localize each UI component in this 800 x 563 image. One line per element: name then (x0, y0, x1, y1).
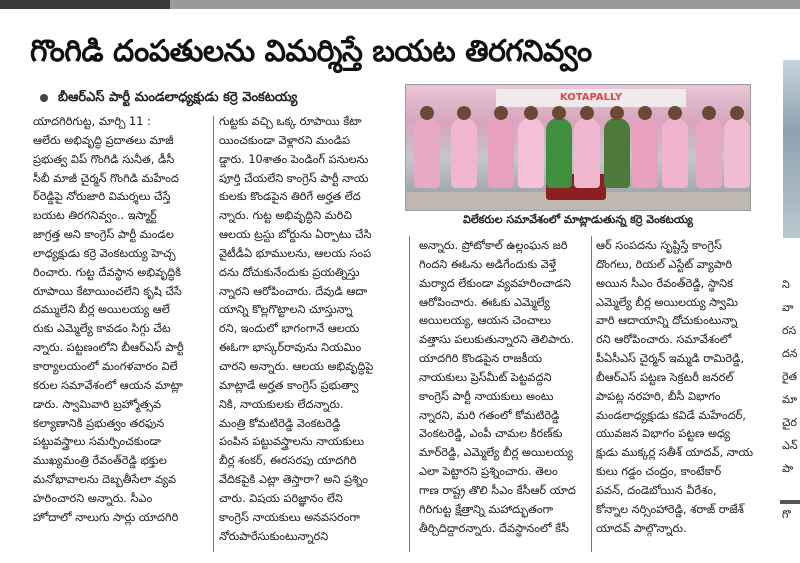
adjacent-article-line: చైర (782, 416, 797, 429)
article-line: ముఖ్యమంత్రి రేవంత్‌రెడ్డి భక్తుల (33, 454, 167, 468)
article-line: ప్రభుత్వ విప్ గొంగిడి సునీత, డీసీ (33, 152, 175, 166)
article-line: తీర్చిదిద్దారన్నారు. దేవస్థానంలో కేసీ (419, 521, 569, 535)
article-line: ఆర్ సంపదను సృష్టిస్తే కాంగ్రెస్ (596, 239, 722, 252)
article-line: మనోభావాలను దెబ్బతీసేలా వ్యవ (33, 473, 177, 487)
top-strip-dark (0, 0, 170, 9)
article-line: పాపట్ల నరహరి, బీసీ విభాగం (596, 389, 721, 403)
article-line: మార్‌రెడ్డి, ఎమ్మెల్యే బీర్ల అయిలయ్య (419, 446, 574, 460)
article-line: కరుల సమావేశంలో ఆయన మాట్లా (33, 378, 183, 392)
photo-person-head (457, 106, 471, 120)
adjacent-article-line: మా (782, 393, 798, 406)
article-line: యాన్ని కొల్లగొట్టాలని చూస్తున్నా (219, 303, 353, 317)
photo-person-head (420, 106, 434, 120)
article-line: నాయకులు ప్రెస్‌మీట్ పెట్టవద్దని (419, 370, 552, 384)
adjacent-article-line (782, 250, 800, 273)
article-line: ఆలయ ట్రస్టు బోర్డును ఏర్పాటు చేసి (219, 228, 372, 242)
article-line: డ్డారు. 10శాతం పెండింగ్ పనులను (219, 152, 369, 166)
article-line: రని ఆరోపించారు. సమావేశంలో (596, 333, 732, 347)
photo-caption: విలేకరుల సమావేశంలో మాట్లాడుతున్న కర్రె వెంకటయ్య (463, 213, 693, 226)
photo-person (632, 118, 658, 188)
article-line: అయిన సీఎం రేవంత్‌రెడ్డి, స్థానిక (596, 276, 733, 290)
article-line: జాగ్రత్త అని కాంగ్రెస్ పార్టీ మండల (33, 228, 174, 242)
subheadline-text: బీఆర్ఎస్ పార్టీ మండలాధ్యక్షుడు కర్రె వెంకటయ్య (58, 90, 298, 105)
photo-person-head (668, 106, 682, 120)
article-line: ఆలేరు అభివృద్ధి ప్రదాతలు మాజీ (33, 133, 174, 147)
article-line: హోదాలో నాలుగు సార్లు యాదగిరి (33, 510, 179, 524)
photo-person (488, 118, 514, 188)
article-line: సీబీ మాజీ చైర్మన్ గొంగిడి మహేంద (33, 171, 179, 185)
article-line: న్నారు. పట్టణంలోని బీఆర్ఎస్ పార్టీ (33, 341, 184, 355)
photo-person (724, 118, 750, 188)
adjacent-article-text (782, 250, 800, 550)
article-line: దను దోచుకునేందుకు ప్రయత్నిస్తు (219, 265, 360, 279)
article-line: అయిలయ్య, ఆయన చెంచాలు (419, 314, 552, 328)
photo-person-head (524, 106, 538, 120)
article-line: వేదికపైకి ఎట్లా తెస్తారా? అని ప్రశ్నిం (219, 473, 368, 487)
photo-banner: KOTAPALLY (496, 89, 686, 107)
article-line: పట్టువస్త్రాలు సమర్పించకుండా (33, 435, 161, 449)
article-line: బీర్ల శంకర్, ఈరసరపు యాదగిరి (219, 454, 357, 468)
article-line: బీఆర్ఎస్ పట్టణ సెక్రటరీ జనరల్ (596, 370, 734, 384)
article-line: ఈఓగా భాస్కర్‌రావును నియమిం (219, 341, 362, 355)
article-line: ఎమ్మెల్యే బీర్ల అయిలయ్య స్వామి (596, 295, 738, 309)
photo-person (518, 118, 544, 188)
article-line: క్షుడు ముక్కర్ల సతీశ్ యాదవ్, నాయ (596, 446, 754, 460)
photo-person-head (702, 106, 716, 120)
column-divider (213, 116, 214, 552)
article-line: యించకుండా వెళ్లారని మండిప (219, 133, 351, 147)
article-line: చారని అన్నారు. ఆలయ అభివృద్ధిపై (219, 359, 374, 373)
article-column-2 (219, 113, 401, 555)
photo-person (414, 118, 440, 188)
photo-person (604, 118, 630, 188)
article-line: హరించారని అన్నారు. సీఎం (33, 491, 153, 505)
article-line: రని, ఇందులో భాగంగానే ఆలయ (219, 322, 360, 336)
article-line: మర్యాద లేకుండా వ్యవహరించాడని (419, 276, 571, 290)
photo-person (662, 118, 688, 188)
article-line: కార్యాలయంలో మంగళవారం విలే (33, 359, 178, 373)
article-line: పూర్తి చేయలేని కాంగ్రెస్ పార్టీ నాయ (219, 171, 369, 185)
article-line: ర్‌రెడ్డిపై నోరుజారి విమర్శలు చేస్తే (33, 190, 171, 204)
subheadline (40, 90, 400, 112)
article-column-3 (419, 237, 589, 555)
article-line: గిరిగుట్ట క్షేత్రాన్ని మహాద్భుతంగా (419, 502, 553, 516)
column-divider (591, 236, 592, 552)
article-line: డారు. స్వామివారి బ్రహ్మోత్సవ (33, 397, 162, 411)
bullet-icon (40, 94, 48, 102)
article-line: వారి ఆదాయాన్ని దోచుకుంటున్నా (596, 314, 738, 328)
article-line: గుట్టకు వచ్చి ఒక్క రూపాయి కేటా (219, 115, 362, 128)
article-line: రుకు ఎమ్మెల్యే కావడం సిగ్గు చేట (33, 322, 171, 336)
photo-person-head (730, 106, 744, 120)
article-line: దమ్ములేని బీర్ల అయిలయ్య ఆలే (33, 303, 170, 317)
top-strip (0, 0, 800, 10)
article-line: రూపాయి కేటాయించలేని కృషి చేసే (33, 284, 182, 298)
article-line: పవన్, దండెబోయిన వీరేశం, (596, 483, 717, 497)
article-line: గిందని ఈఓను అడిగేందుకు వెళ్తే (419, 257, 557, 271)
column-divider (409, 236, 410, 552)
article-line: మాట్లాడే అర్హత కాంగ్రెస్ ప్రభుత్వా (219, 378, 359, 392)
photo-person (574, 118, 600, 188)
adjacent-article-line: దన (782, 347, 798, 360)
adjacent-article-line: రైత (782, 370, 798, 383)
article-column-4 (596, 237, 766, 555)
article-line: న్నారు. గుట్ట అభివృద్ధిని మరిచి (219, 209, 353, 223)
adjacent-article-line: ఎన్ (782, 439, 798, 452)
photo-person (451, 118, 477, 188)
article-line: బయట తిరగనివ్వం.. ఇస్మార్ట్ (33, 209, 157, 223)
article-line: యాదగిరిగుట్ట, మార్చి 11 : (33, 115, 151, 128)
article-line: రించారు. గుట్ట దేవస్థాన అభివృద్ధికి (33, 265, 181, 279)
adjacent-article-line: రస (782, 324, 797, 337)
article-line: వత్తాసు పలుకుతున్నారని తెలిపారు. (419, 333, 574, 347)
adjacent-article-line: పా (782, 462, 794, 475)
top-strip-light (170, 0, 800, 9)
adjacent-article-line: గొ (782, 508, 791, 521)
photo-person-head (610, 106, 624, 120)
headline: గొంగిడి దంపతులను విమర్శిస్తే బయట తిరగనివ్వం (30, 34, 592, 69)
photo-person-head (580, 106, 594, 120)
article-line: గాణ రాష్ట్ర తొలి సీఎం కేసీఆర్ యాద (419, 483, 576, 497)
article-line: యాదవ్ పాల్గొన్నారు. (596, 521, 687, 535)
article-line: యాదగిరి కొండపైన రాజకీయ (419, 352, 543, 366)
article-line: పంపిన పట్టువస్త్రాలను నాయకులు (219, 435, 365, 449)
adjacent-article-photo (783, 60, 800, 238)
news-photo (405, 84, 751, 211)
adjacent-article-line: ని (782, 278, 790, 291)
article-line: నికి, నాయకులకు లేదన్నారు. (219, 397, 344, 411)
article-line: కులకు కొండపైన తిరిగే అర్హత లేద (219, 190, 361, 204)
photo-person-head (494, 106, 508, 120)
article-line: కాంగ్రెస్ పార్టీ నాయకులు అంటు (419, 389, 554, 403)
article-line: మంత్రి కోమటిరెడ్డి వెంకటరెడ్డి (219, 416, 341, 430)
article-line: కులు గడ్డం చంద్రం, కాంటేకార్ (596, 465, 722, 479)
article-line: పీఏసీఎస్ చైర్మన్ ఇమ్మడి రామిరెడ్డి, (596, 352, 745, 366)
article-column-1 (33, 113, 211, 555)
article-line: నోరుపారేసుకుంటున్నారని (219, 529, 329, 543)
article-line: మండలాధ్యక్షుడు కవిడే మహేందర్, (596, 408, 746, 422)
article-line: అన్నారు. ప్రోటోకాల్ ఉల్లంఘన జరి (419, 239, 568, 252)
article-line: కోన్నాల నర్సింహారెడ్డి, శరాజ్ రాజేశ్ (596, 502, 744, 516)
photo-person (546, 118, 572, 188)
article-line: న్నారని, మరి గతంలో కోమటిరెడ్డి (419, 408, 560, 422)
article-line: చారు. విషయ పరిజ్ఞానం లేని (219, 491, 343, 505)
article-line: కాంగ్రెస్ నాయకులు అనవసరంగా (219, 510, 360, 524)
article-line: వైటీడీఏ భూములను, ఆలయ సంప (219, 246, 372, 260)
article-line: ఎలా పెట్టారని ప్రశ్నించారు. తెలం (419, 465, 558, 479)
adjacent-article-line: వా (782, 301, 794, 314)
photo-person-head (552, 106, 566, 120)
article-line: కల్యాణానికి ప్రభుత్వం తరఫున (33, 416, 165, 430)
article-line: ఆరోపించారు. ఈఓకు ఎమ్మెల్యే (419, 295, 550, 309)
article-line: యువజన విభాగం పట్టణ అధ్య (596, 427, 731, 441)
article-line: దొంగలు, రియల్ ఎస్టేట్ వ్యాపారి (596, 257, 733, 271)
photo-person-head (638, 106, 652, 120)
article-line: వెంకటరెడ్డి, ఎంపీ చామల కిరణ్‌కు (419, 427, 563, 441)
adjacent-article-rule (780, 500, 800, 504)
article-line: న్నారని ఆరోపించారు. దేవుడి ఆదా (219, 284, 368, 298)
article-line: లాధ్యక్షుడు కర్రె వెంకటయ్య హెచ్చ (33, 246, 176, 260)
photo-person (696, 118, 722, 188)
